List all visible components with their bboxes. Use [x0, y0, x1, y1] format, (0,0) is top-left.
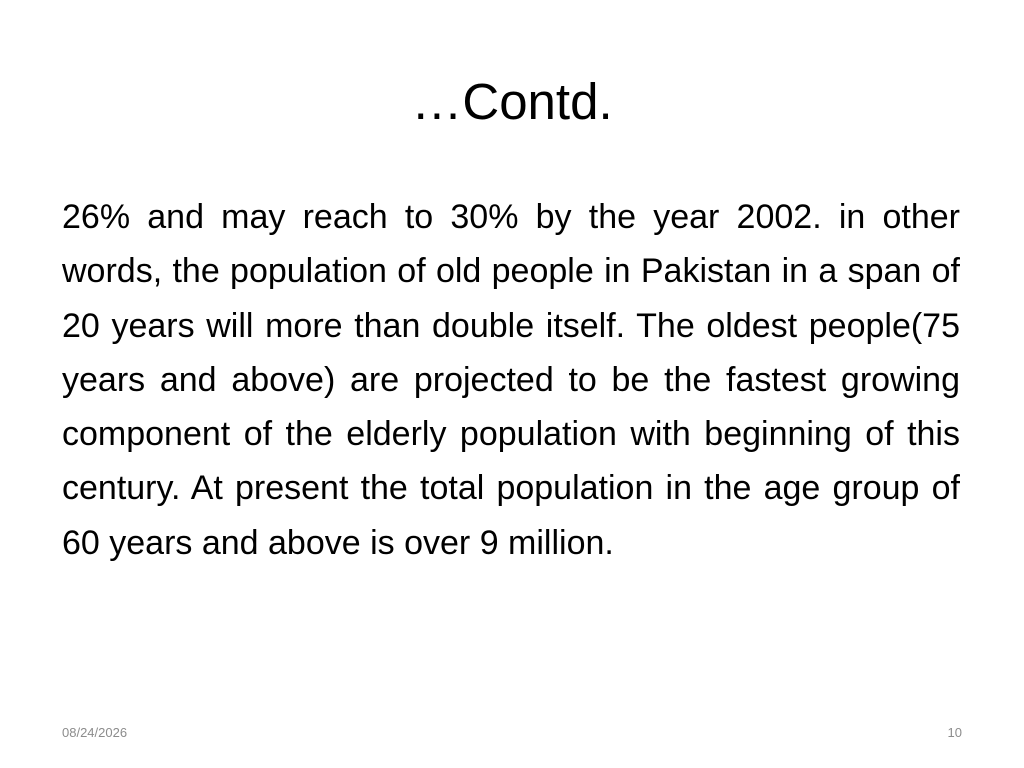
slide-body-text: 26% and may reach to 30% by the year 2002. in other words, the population of old people in Pakistan in a span of 20 years will more than double itself. The oldest people(75 years and above) are projected to be the fastest growing component of the elderly population with beginning of this century. At present the total population in the age group of 60 years and above is over 9 million.: [62, 198, 960, 562]
footer-date: 08/24/2026: [62, 725, 128, 740]
slide-title: …Contd.: [411, 73, 613, 130]
slide-number: 10: [947, 725, 962, 740]
